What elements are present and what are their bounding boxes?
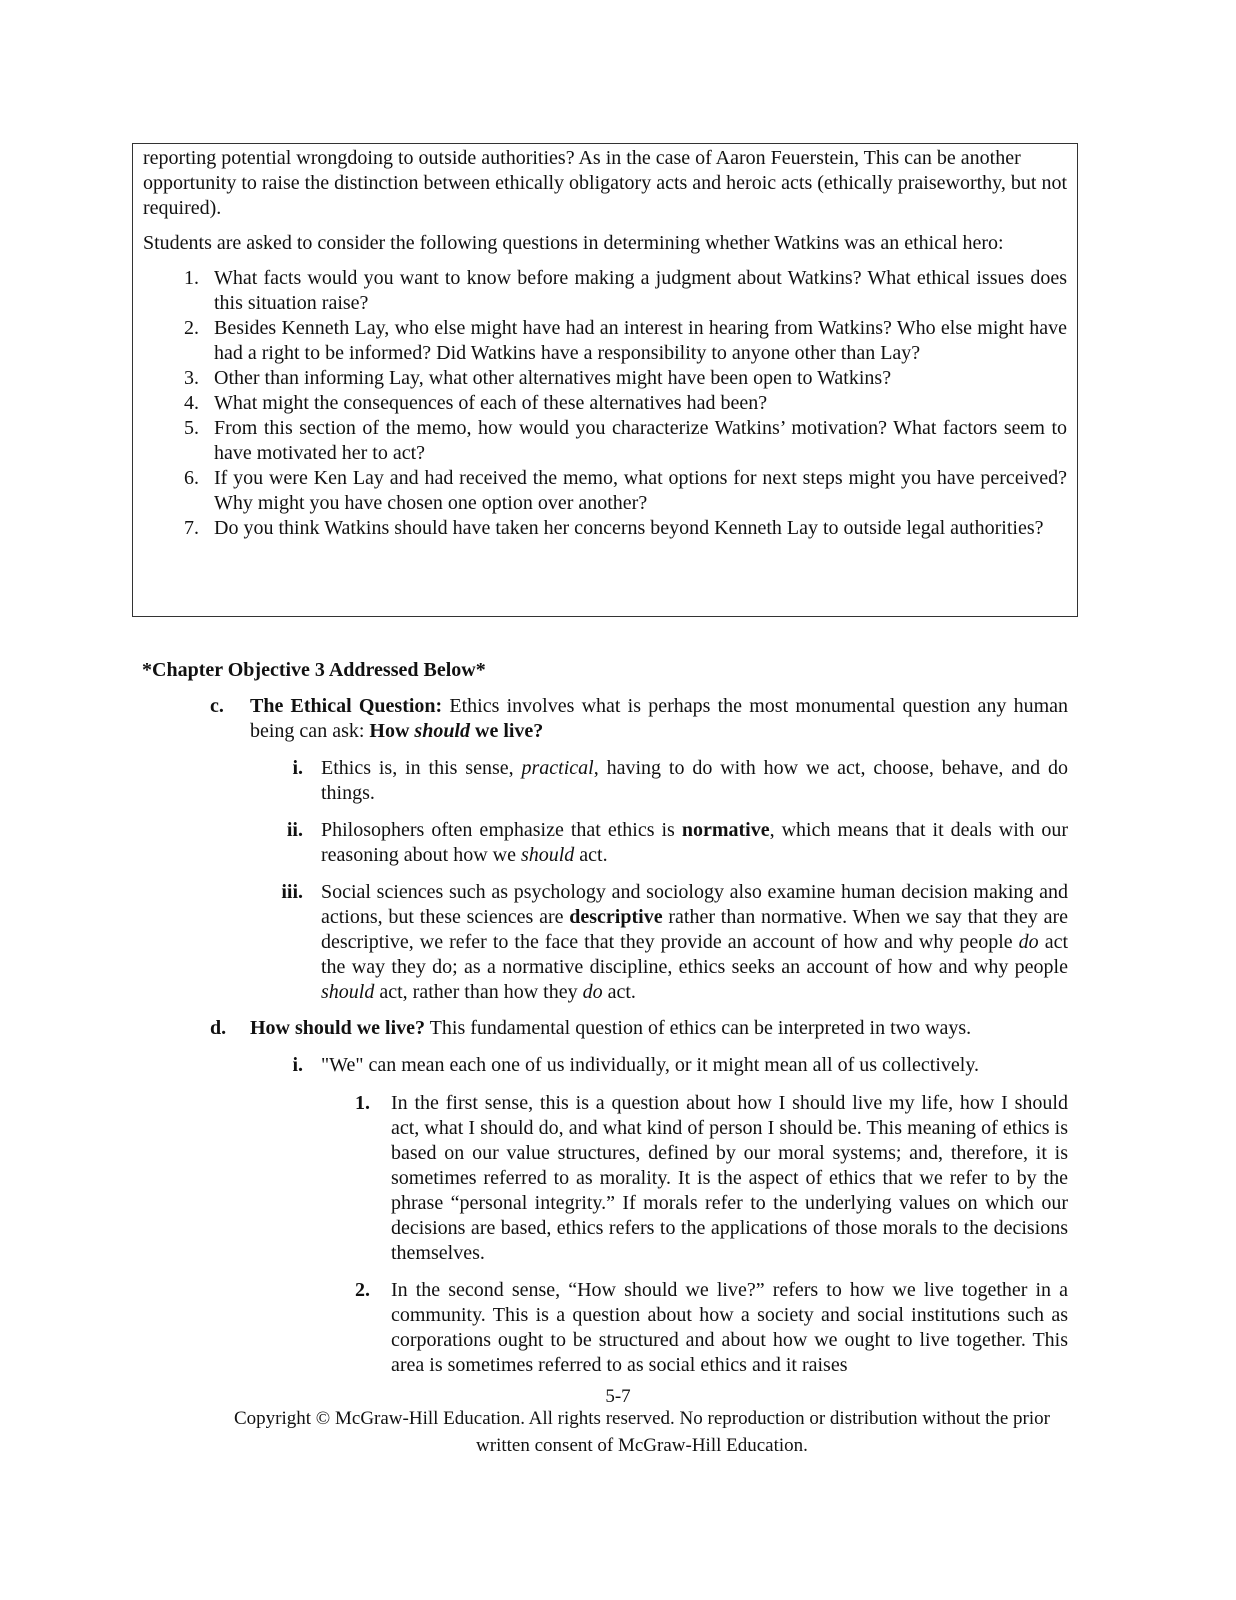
outline-item-d-i-1 [355, 1091, 1068, 1266]
list-item [143, 466, 1067, 516]
list-item [143, 516, 1067, 541]
outline-item-d [210, 1016, 1068, 1041]
outline-text: Ethics involves what is perhaps the most monumental question any human being can ask: [250, 695, 1068, 742]
question-emphasis: should [414, 720, 470, 742]
outline-text: , which means that it deals with our reasoning about how we [321, 819, 1068, 866]
outline-item-c-ii [286, 818, 1068, 868]
outline-question [369, 720, 543, 742]
list-item [143, 391, 1067, 416]
list-text: Other than informing Lay, what other alternatives might have been open to Watkins? [214, 367, 892, 389]
emphasis: do [1018, 931, 1039, 953]
emphasis: should [520, 844, 575, 866]
outline-text: This fundamental question of ethics can be interpreted in two ways. [425, 1017, 972, 1039]
list-number: 2. [184, 317, 199, 339]
outline-label: i. [292, 757, 303, 779]
discussion-box [132, 143, 1078, 617]
outline-text: act, rather than how they [374, 981, 583, 1003]
list-text: Do you think Watkins should have taken her concerns beyond Kenneth Lay to outside legal authorities? [214, 517, 1044, 539]
outline-label: ii. [286, 819, 303, 841]
outline-text: , having to do with how we act, choose, behave, and do things. [321, 757, 1068, 804]
outline-text: Philosophers often emphasize that ethics is [321, 819, 682, 841]
chapter-objective-heading: *Chapter Objective 3 Addressed Below* [142, 659, 486, 681]
outline-label: i. [292, 1054, 303, 1076]
outline-text: Ethics is, in this sense, [321, 757, 522, 779]
outline-label: 1. [355, 1092, 370, 1114]
list-number: 6. [184, 467, 199, 489]
question-list [143, 266, 1067, 541]
outline-item-d-i [292, 1053, 1068, 1078]
outline-item-c [210, 694, 1068, 744]
box-paragraph-2: Students are asked to consider the following questions in determining whether Watkins was an ethical hero: [143, 232, 1004, 254]
outline-text: act. [602, 981, 636, 1003]
box-paragraph-1: reporting potential wrongdoing to outside authorities? As in the case of Aaron Feuerstein, This can be another opportunity to raise the distinction between ethically obligatory acts and heroic acts (ethically praiseworthy, but not required). [143, 147, 1067, 219]
list-item [143, 416, 1067, 466]
outline-text: In the second sense, “How should we live?” refers to how we live together in a community. This is a question about how a society and social institutions such as corporations ought to be structured and about how we ought to live together. This area is sometimes referred to as social ethics and it raises [391, 1279, 1068, 1376]
outline-heading: How should we live? [250, 1017, 426, 1039]
outline-label: d. [210, 1017, 227, 1039]
copyright-notice: Copyright © McGraw-Hill Education. All rights reserved. No reproduction or distribution without the prior written consent of McGraw-Hill Education. [234, 1408, 1050, 1456]
list-number: 4. [184, 392, 199, 414]
outline-item-d-i-2 [355, 1278, 1068, 1378]
list-number: 5. [184, 417, 199, 439]
emphasis: practical [521, 757, 594, 779]
list-item [143, 266, 1067, 316]
list-text: What might the consequences of each of these alternatives had been? [214, 392, 768, 414]
list-text: What facts would you want to know before making a judgment about Watkins? What ethical issues does this situation raise? [214, 267, 1067, 314]
list-item [143, 366, 1067, 391]
outline-text: act the way they do; as a normative discipline, ethics seeks an account of how and why people [321, 931, 1068, 978]
outline-text: act. [574, 844, 608, 866]
emphasis: should [321, 981, 375, 1003]
outline-text: "We" can mean each one of us individually, or it might mean all of us collectively. [321, 1054, 980, 1076]
outline-text: In the first sense, this is a question about how I should live my life, how I should act, what I should do, and what kind of person I should be. This meaning of ethics is based on our value structures, defined by our moral systems; and, therefore, it is sometimes referred to as morality. It is the aspect of ethics that we refer to by the phrase “personal integrity.” If morals refer to the underlying values on which our decisions are based, ethics refers to the applications of those morals to the decisions themselves. [391, 1092, 1068, 1264]
outline-item-c-iii [281, 880, 1068, 1005]
list-text: If you were Ken Lay and had received the memo, what options for next steps might you have perceived? Why might you have chosen one option over another? [214, 467, 1067, 514]
question-part: How [369, 720, 415, 742]
outline-text: Social sciences such as psychology and sociology also examine human decision making and actions, but these sciences are [321, 881, 1068, 928]
question-part: we live? [470, 720, 544, 742]
outline-item-c-i [292, 756, 1068, 806]
list-text: Besides Kenneth Lay, who else might have had an interest in hearing from Watkins? Who else might have had a right to be informed? Did Watkins have a responsibility to anyone other than Lay? [214, 317, 1067, 364]
outline-label: 2. [355, 1279, 370, 1301]
emphasis: do [582, 981, 603, 1003]
emphasis: descriptive [569, 906, 663, 928]
outline-label: iii. [281, 881, 303, 903]
page-number: 5-7 [605, 1386, 631, 1407]
list-number: 7. [184, 517, 199, 539]
outline-heading: The Ethical Question: [250, 695, 443, 717]
list-item [143, 316, 1067, 366]
emphasis: normative [681, 819, 770, 841]
list-number: 1. [184, 267, 199, 289]
list-number: 3. [184, 367, 199, 389]
list-text: From this section of the memo, how would you characterize Watkins’ motivation? What factors seem to have motivated her to act? [214, 417, 1067, 464]
outline-label: c. [210, 695, 224, 717]
outline-text: rather than normative. When we say that they are descriptive, we refer to the face that they provide an account of how and why people [321, 906, 1068, 953]
